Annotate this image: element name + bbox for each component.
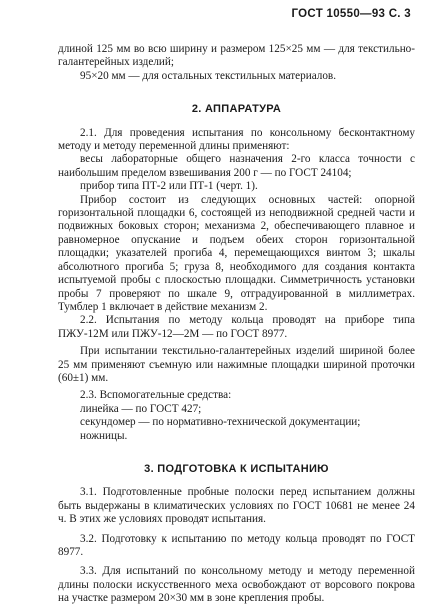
paragraph-2-2-note: При испытании текстильно-галантерейных изделий шириной более 25 мм применяют съемную или нажимные площадки шириной проточки (60±1) мм. [58, 345, 415, 384]
paragraph-2-2: 2.2. Испытания по методу кольца проводят на приборе типа ПЖУ-12М или ПЖУ-12—2М — по ГОСТ 8977. [58, 314, 415, 340]
paragraph-2-1: 2.1. Для проведения испытания по консольному бесконтактному методу и методу переменной длины применяют: [58, 126, 415, 153]
document-body [58, 43, 415, 606]
intro-paragraph-2: 95×20 мм — для остальных текстильных материалов. [80, 69, 337, 82]
paragraph-3-3: 3.3. Для испытаний по консольному методу и методу переменной длины полоски искусственного меха освобождают от ворсового покрова на участке размером 20×30 мм в зоне крепления пробы. [58, 565, 415, 605]
page-header: ГОСТ 10550—93 С. 3 [291, 8, 411, 20]
section-2-title: 2. АППАРАТУРА [191, 103, 282, 116]
list-item: ножницы. [80, 429, 128, 442]
auxiliary-tools-list [58, 403, 415, 443]
paragraph-3-2: 3.2. Подготовку к испытанию по методу кольца проводят по ГОСТ 8977. [58, 532, 415, 558]
paragraph-3-1: 3.1. Подготовленные пробные полоски перед испытанием должны быть выдержаны в климатических условиях по ГОСТ 10681 не менее 24 ч. В этих же условиях проводят испытания. [58, 486, 415, 526]
intro-paragraph-1: длиной 125 мм во всю ширину и размером 125×25 мм — для текстильно-галантерейных изделий; [58, 43, 415, 69]
paragraph-2-1-scales: весы лабораторные общего назначения 2-го класса точности с наибольшим пределом взвешивания 200 г — по ГОСТ 24104; [58, 153, 415, 179]
paragraph-2-3: 2.3. Вспомогательные средства: [80, 389, 232, 402]
paragraph-2-1-device: прибор типа ПТ-2 или ПТ-1 (черт. 1). [80, 180, 258, 193]
list-item: секундомер — по нормативно-технической документации; [80, 416, 361, 429]
list-item: линейка — по ГОСТ 427; [80, 402, 202, 415]
paragraph-2-1-description: Прибор состоит из следующих основных частей: опорной горизонтальной площадки 6, состоящей из неподвижной средней части и подвижных боковых сторон; механизма 2, обеспечивающего плавное и равномерное опускание и подъем обеих сторон горизонтальной площадки; указателей прогиба 4, перемещающихся винтом 3; шкалы абсолютного прогиба 5; груза 8, необходимого для создания контакта испытуемой пробы с плоскостью площадки. Симметричность установки пробы 7 проверяют по шкале 9, отградуированной в миллиметрах. Тумблер 1 включает в действие механизм 2. [58, 193, 415, 313]
section-3-title: 3. ПОДГОТОВКА К ИСПЫТАНИЮ [144, 462, 329, 475]
